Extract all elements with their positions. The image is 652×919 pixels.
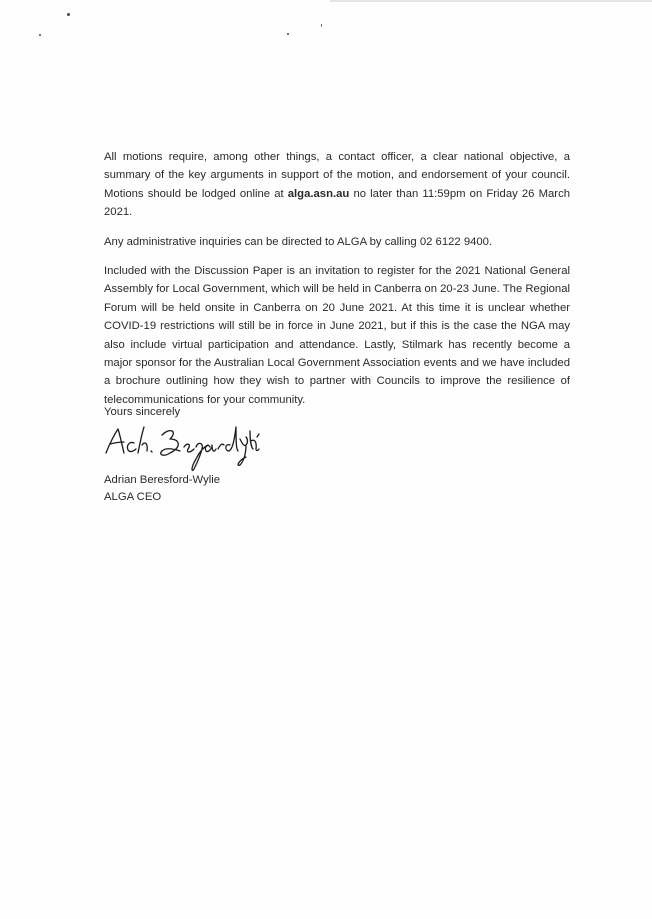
paragraph-inquiries: Any administrative inquiries can be directed to ALGA by calling 02 6122 9400. bbox=[104, 235, 493, 248]
signatory-block bbox=[104, 472, 404, 506]
scan-speck bbox=[321, 24, 322, 27]
scan-speck bbox=[39, 34, 41, 36]
letter-body bbox=[104, 148, 570, 420]
scan-speck bbox=[287, 33, 289, 35]
handwritten-signature bbox=[100, 413, 260, 475]
paragraph-motions-text-end: no later than 11:59pm on Friday 26 March 2021. bbox=[104, 187, 570, 219]
signatory-title: ALGA CEO bbox=[104, 491, 162, 503]
paragraph-motions-text-start: All motions require, among other things, a contact officer, a clear national objective, a summary of the key arguments in support of the motion, and endorsement of your council. Motions should be lodged online at bbox=[104, 151, 570, 200]
signatory-name: Adrian Beresford-Wylie bbox=[104, 474, 221, 486]
scan-top-edge bbox=[330, 0, 652, 2]
closing-salutation: Yours sincerely bbox=[104, 406, 181, 418]
scan-speck bbox=[67, 13, 70, 16]
website-address: alga.asn.au bbox=[287, 187, 350, 200]
paragraph-invitation: Included with the Discussion Paper is an invitation to register for the 2021 National General Assembly for Local Government, which will be held in Canberra on 20-23 June. The Regional Forum will be held onsite in Canberra on 20 June 2021. At this time it is unclear whether COVID-19 restrictions will still be in force in June 2021, but if this is the case the NGA may also include virtual participation and attendance. Lastly, Stilmark has recently become a major sponsor for the Australian Local Government Association events and we have included a brochure outlining how they wish to partner with Councils to improve the resilience of telecommunications for your community. bbox=[104, 265, 570, 406]
paragraph-motions bbox=[104, 148, 570, 222]
